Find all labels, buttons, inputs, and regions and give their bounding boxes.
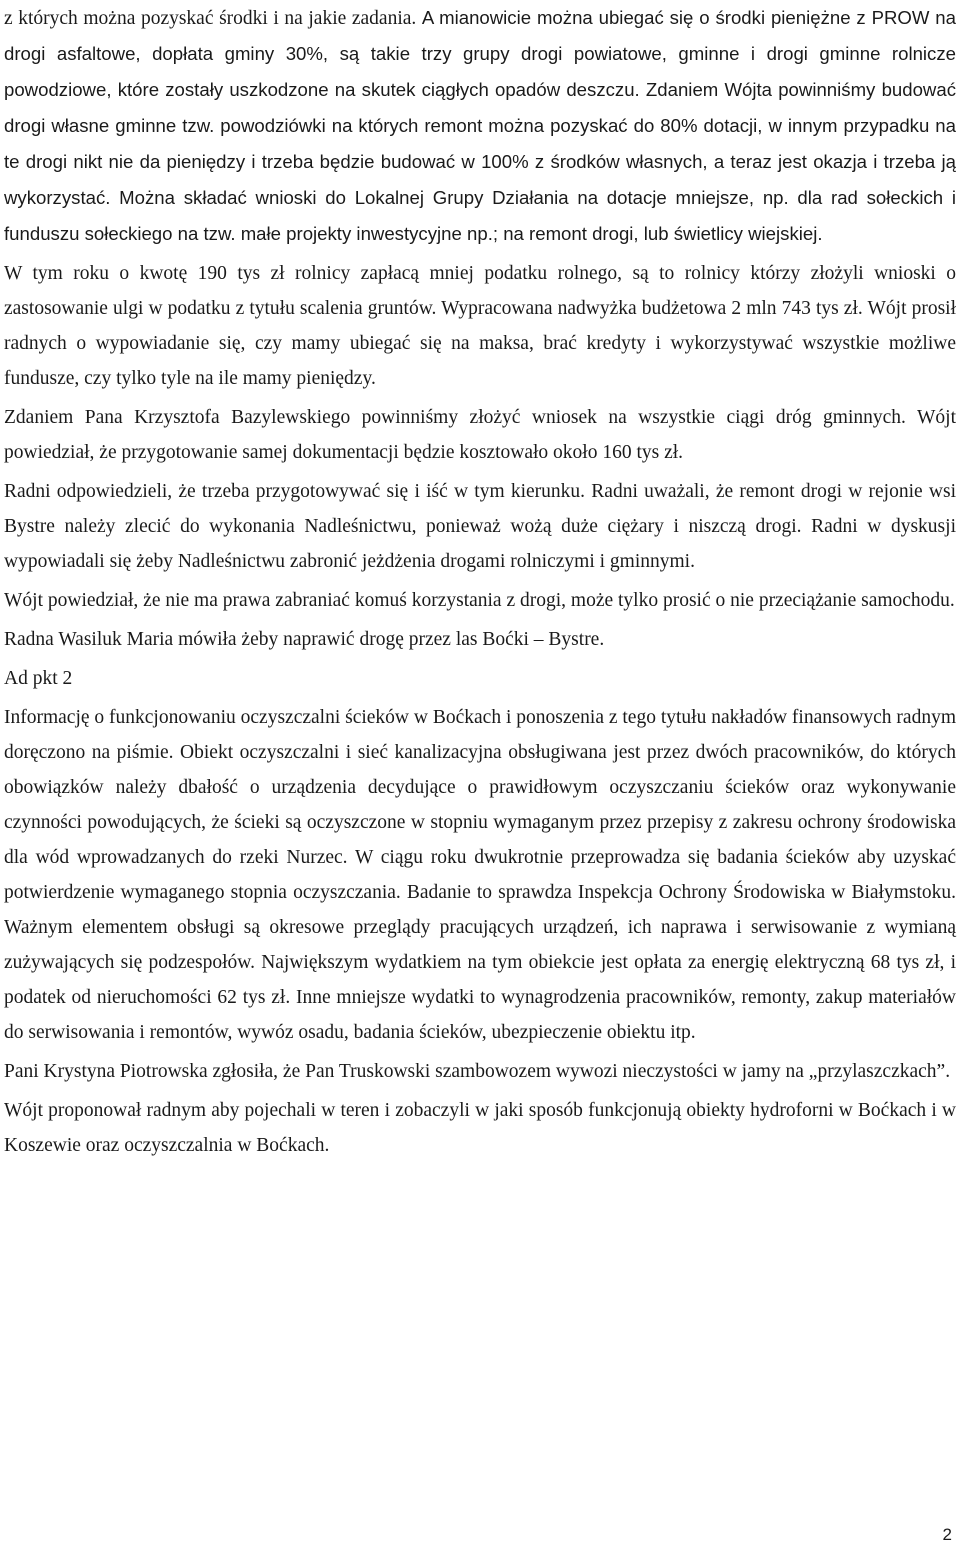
paragraph-text: Radni odpowiedzieli, że trzeba przygotowywać się i iść w tym kierunku. Radni uważali, że remont drogi w rejonie wsi Bystre należy zlecić do wykonania Nadleśnictwu, ponieważ wożą duże ciężary i niszczą drogi. Radni w dyskusji wypowiadali się żeby Nadleśnictwu zabronić jeżdżenia drogami rolniczymi i gminnymi. xyxy=(4,481,956,572)
paragraph xyxy=(4,1054,956,1089)
paragraph-text: Zdaniem Pana Krzysztofa Bazylewskiego powinniśmy złożyć wniosek na wszystkie ciągi dróg gminnych. Wójt powiedział, że przygotowanie samej dokumentacji będzie kosztowało około 160 tys zł. xyxy=(4,407,956,463)
paragraph-text: z których można pozyskać środki i na jakie zadania. xyxy=(4,8,422,29)
paragraph xyxy=(4,700,956,1050)
paragraph-text: W tym roku o kwotę 190 tys zł rolnicy zapłacą mniej podatku rolnego, są to rolnicy którzy złożyli wnioski o zastosowanie ulgi w podatku z tytułu scalenia gruntów. Wypracowana nadwyżka budżetowa 2 mln 743 tys zł. Wójt prosił radnych o wypowiadanie się, czy mamy ubiegać się na maksa, brać kredyty i wykorzystywać wszystkie możliwe fundusze, czy tylko tyle na ile mamy pieniędzy. xyxy=(4,263,956,389)
paragraph xyxy=(4,256,956,396)
page-number: 2 xyxy=(942,1525,952,1544)
section-heading-text: Ad pkt 2 xyxy=(4,668,73,689)
paragraph xyxy=(4,1093,956,1163)
document-page xyxy=(4,0,956,1167)
paragraph-text: Wójt powiedział, że nie ma prawa zabraniać komuś korzystania z drogi, może tylko prosić o nie przeciążanie samochodu. xyxy=(4,590,955,611)
paragraph-text: Informację o funkcjonowaniu oczyszczalni ścieków w Boćkach i ponoszenia z tego tytułu nakładów finansowych radnym doręczono na piśmie. Obiekt oczyszczalni i sieć kanalizacyjna obsługiwana jest przez dwóch pracowników, do których obowiązków należy dbałość o urządzenia decydujące o prawidłowym oczyszczaniu ścieków oraz wykonywanie czynności powodujących, że ścieki są oczyszczone w stopniu wymaganym przez przepisy z zakresu ochrony środowiska dla wód wprowadzanych do rzeki Nurzec. W ciągu roku dwukrotnie przeprowadza się badania ścieków aby uzyskać potwierdzenie wymaganego stopnia oczyszczania. Badanie to sprawdza Inspekcja Ochrony Środowiska w Białymstoku. Ważnym elementem obsługi są okresowe przeglądy pracujących urządzeń, ich naprawa i serwisowanie z wymianą zużywających się podzespołów. Największym wydatkiem na tym obiekcie jest opłata za energię elektryczną 68 tys zł, i podatek od nieruchomości 62 tys zł. Inne mniejsze wydatki to wynagrodzenia pracowników, remonty, zakup materiałów do serwisowania i remontów, wywóz osadu, badania ścieków, ubezpieczenie obiektu itp. xyxy=(4,707,956,1043)
paragraph-text: Pani Krystyna Piotrowska zgłosiła, że Pan Truskowski szambowozem wywozi nieczystości w jamy na „przylaszczkach”. xyxy=(4,1061,951,1082)
section-heading xyxy=(4,661,956,696)
paragraph xyxy=(4,400,956,470)
paragraph-text: Wójt proponował radnym aby pojechali w teren i zobaczyli w jaki sposób funkcjonują obiekty hydroforni w Boćkach i w Koszewie oraz oczyszczalnia w Boćkach. xyxy=(4,1100,956,1156)
paragraph-text: A mianowicie można ubiegać się o środki pieniężne z PROW na drogi asfaltowe, dopłata gminy 30%, są takie trzy grupy drogi powiatowe, gminne i drogi gminne rolnicze powodziowe, które zostały uszkodzone na skutek ciągłych opadów deszczu. Zdaniem Wójta powinniśmy budować drogi własne gminne tzw. powodziówki na których remont można pozyskać do 80% dotacji, w innym przypadku na te drogi nikt nie da pieniędzy i trzeba będzie budować w 100% z środków własnych, a teraz jest okazja i trzeba ją wykorzystać. Można składać wnioski do Lokalnej Grupy Działania na dotacje mniejsze, np. dla rad sołeckich i funduszu sołeckiego na tzw. małe projekty inwestycyjne np.; na remont drogi, lub świetlicy wiejskiej. xyxy=(4,7,956,244)
paragraph xyxy=(4,474,956,579)
paragraph xyxy=(4,583,956,618)
paragraph xyxy=(4,0,956,252)
paragraph-text: Radna Wasiluk Maria mówiła żeby naprawić drogę przez las Boćki – Bystre. xyxy=(4,629,605,650)
paragraph xyxy=(4,622,956,657)
